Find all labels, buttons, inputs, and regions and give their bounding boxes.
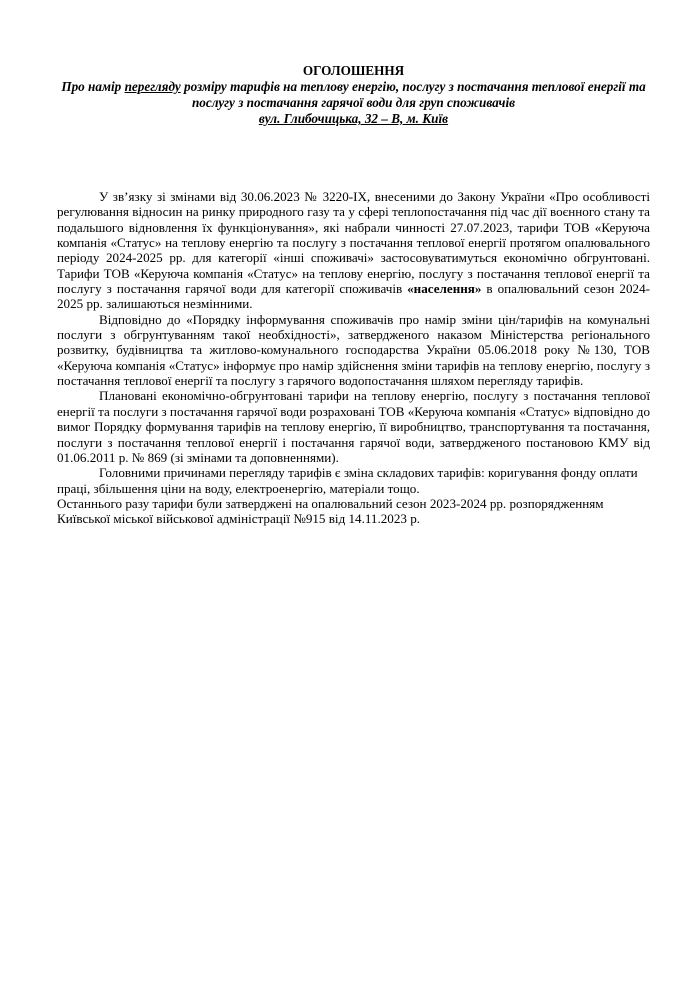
subtitle-underlined-word: перегляду <box>124 79 181 94</box>
paragraph-1-text-a: У зв’язку зі змінами від 30.06.2023 № 3220-IX, внесеними до Закону України «Про особливості регулювання відносин на ринку природного газу та у сфері теплопостачання під час дії воєнного стану та подальшого відновлення їх функціонування», які набрали чинності 27.07.2023, тарифи ТОВ «Керуюча компанія «Статус» на теплову енергію та послугу з постачання теплової енергії протягом опалювального періоду 2024-2025 рр. для категорії «інші споживачі» застосовуватимуться економічно обгрунтовані. Тарифи ТОВ «Керуюча компанія «Статус» на теплову енергію, послугу з постачання теплової енергії та послугу з постачання гарячої води для категорії споживачів <box>57 189 650 297</box>
paragraph-planned-tariffs: Плановані економічно-обгрунтовані тарифи на теплову енергію, послугу з постачання теплової енергії та послуги з постачання гарячої води розраховані ТОВ «Керуюча компанія «Статус» відповідно до вимог Порядку формування тарифів на теплову енергію, її виробництво, транспортування та постачання, послуги з постачання теплової енергії і постачання гарячої води, затвердженого постановою КМУ від 01.06.2011 р. № 869 (зі змінами та доповненнями). <box>57 388 651 465</box>
paragraph-informing-order: Відповідно до «Порядку інформування споживачів про намір зміни цін/тарифів на комунальні послуги з обгрунтуванням такої необхідності», затвердженого наказом Міністерства регіонального розвитку, будівництва та житлово-комунального господарства України 05.06.2018 року №130, ТОВ «Керуюча компанія «Статус» інформує про намір здійснення зміни тарифів на теплову енергію, послугу з постачання теплової енергії та послугу з гарячого водопостачання шляхом перегляду тарифів. <box>57 311 650 389</box>
paragraph-law-changes <box>57 189 650 312</box>
paragraph-last-approval: Останнього разу тарифи були затверджені на опалювальний сезон 2023-2024 рр. розпорядженням Київської міської військової адміністрації №915 від 14.11.2023 р. <box>57 495 604 527</box>
document-title: ОГОЛОШЕННЯ <box>302 63 405 78</box>
announcement-page <box>57 62 650 527</box>
announcement-body <box>57 189 650 527</box>
subtitle-part-2: розміру тарифів на теплову енергію, послугу з постачання теплової енергії та послугу з постачання гарячої води для груп споживачів <box>180 79 646 110</box>
document-address: вул. Глибочицька, 32 – В, м. Київ <box>258 111 449 126</box>
paragraph-1-bold-category: «населення» <box>407 281 482 297</box>
paragraph-1-text-b: в опалювальний сезон 2024-2025 рр. залишаються незмінними. <box>57 281 650 312</box>
paragraph-main-reasons: Головними причинами перегляду тарифів є зміна складових тарифів: коригування фонду оплати праці, збільшення ціни на воду, електроенергію, матеріали тощо. <box>57 465 638 496</box>
subtitle-part-1: Про намір <box>61 79 125 94</box>
document-subtitle <box>57 79 650 111</box>
